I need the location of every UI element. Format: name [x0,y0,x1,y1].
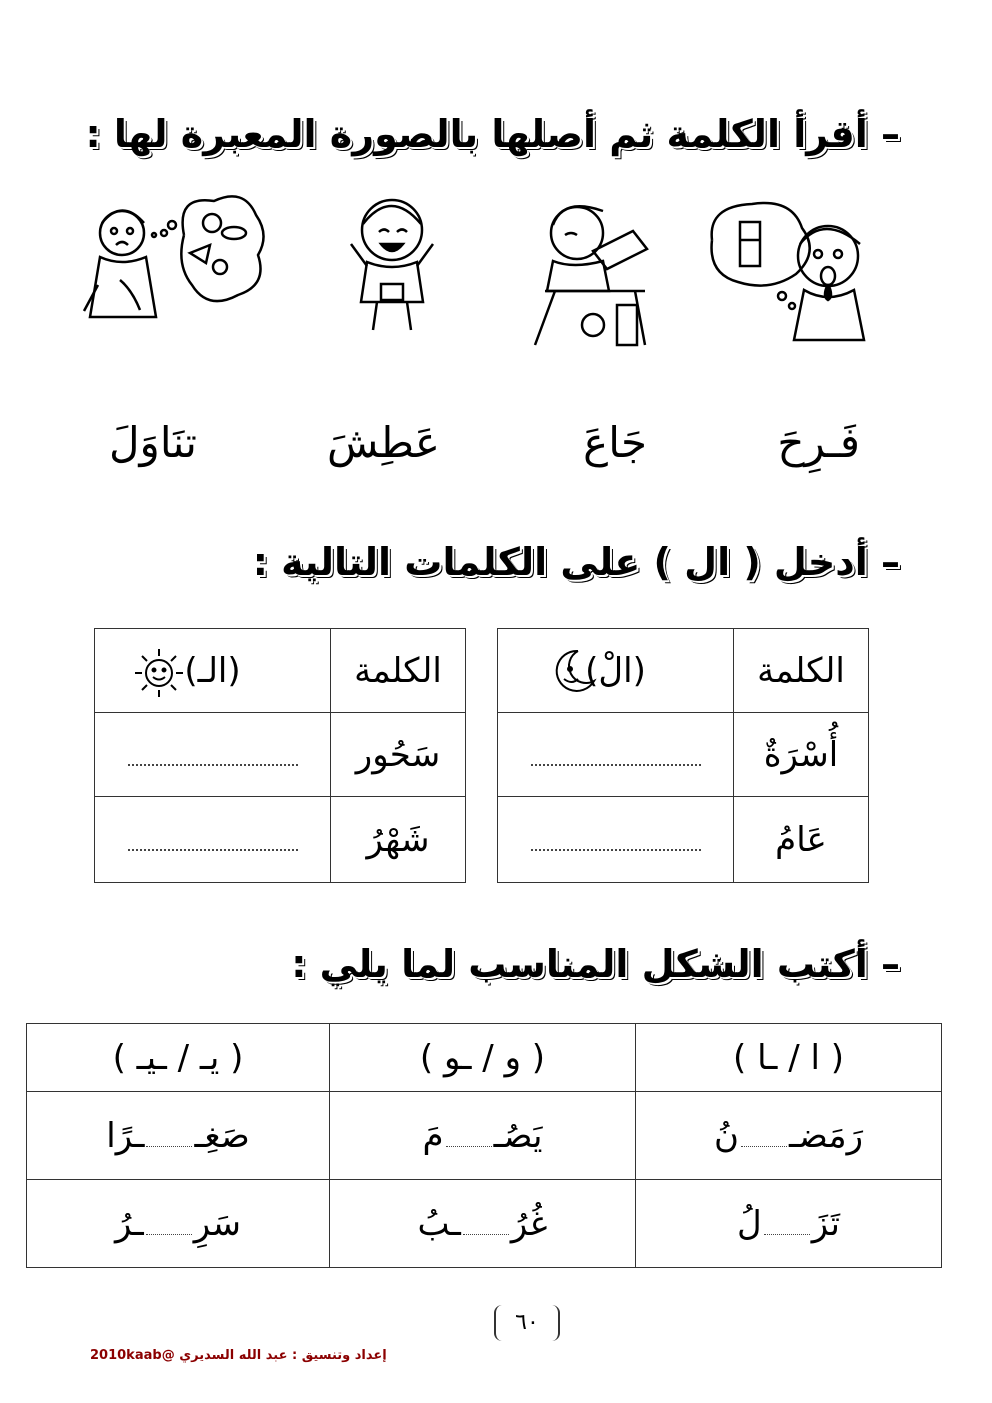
section2-title: – أدخل ( ال ) على الكلمات التالية : [252,540,900,584]
word-part: مَ [422,1115,444,1156]
header-al-moon [498,629,734,713]
word-part: صَغِـ [194,1115,250,1156]
moon-icon [548,647,598,695]
section1-title: – أقرأ الكلمة ثم أصلها بالصورة المعبرة لها : [85,112,900,156]
word-part: يَصُـ [493,1115,543,1156]
word-farih: فَـرِحَ [777,418,860,467]
thirsty-child-icon [700,200,870,350]
word-part: ـرُ [115,1203,144,1244]
word-tanawal: تنَاوَلَ [109,418,197,467]
fill-word[interactable] [636,1092,942,1180]
sun-icon [133,647,185,699]
happy-child-icon [345,190,440,345]
fill-word[interactable] [636,1180,942,1268]
word-part: غُرُ [510,1203,548,1244]
child-eating-icon [525,195,655,355]
hungry-child-icon [72,195,267,345]
al-label: (الْ) [585,650,646,691]
letter-shapes-table [26,1023,942,1268]
answer-blank[interactable] [95,713,331,797]
word-part: سَرِ [193,1203,241,1244]
word-jaa: جَاعَ [583,418,647,467]
word-part: ـرًا [106,1115,145,1156]
sun-word-1: سَحُور [331,713,466,797]
word-part: نُ [713,1115,739,1156]
header-word: الكلمة [331,629,466,713]
page-number: ٦٠ [494,1305,560,1341]
word-part: لُ [737,1203,762,1244]
al-label: (الـ) [184,650,241,691]
fill-word[interactable] [330,1092,636,1180]
answer-blank[interactable] [95,797,331,883]
word-part: تَزَ [811,1203,840,1244]
header-waw: ( و / ـو ) [330,1024,636,1092]
fill-word[interactable] [27,1092,330,1180]
fill-word[interactable] [330,1180,636,1268]
sun-letters-table [94,628,466,883]
moon-word-2: عَامُ [734,797,869,883]
header-al-sun [95,629,331,713]
header-alif: ( ا / ـا ) [636,1024,942,1092]
fill-word[interactable] [27,1180,330,1268]
word-part: ـبُ [417,1203,461,1244]
moon-letters-table [497,628,869,883]
answer-blank[interactable] [498,713,734,797]
moon-word-1: أُسْرَةٌ [734,713,869,797]
word-part: رَمَضـ [788,1115,864,1156]
section3-title: – أكتب الشكل المناسب لما يلي : [291,942,900,986]
header-word: الكلمة [734,629,869,713]
answer-blank[interactable] [498,797,734,883]
header-ya: ( يـ / ـيـ ) [27,1024,330,1092]
sun-word-2: شَهْرُ [331,797,466,883]
footer-credit: إعداد وتنسيق : عبد الله السديري @2010kaab [90,1348,387,1363]
word-atish: عَطِشَ [326,418,440,467]
